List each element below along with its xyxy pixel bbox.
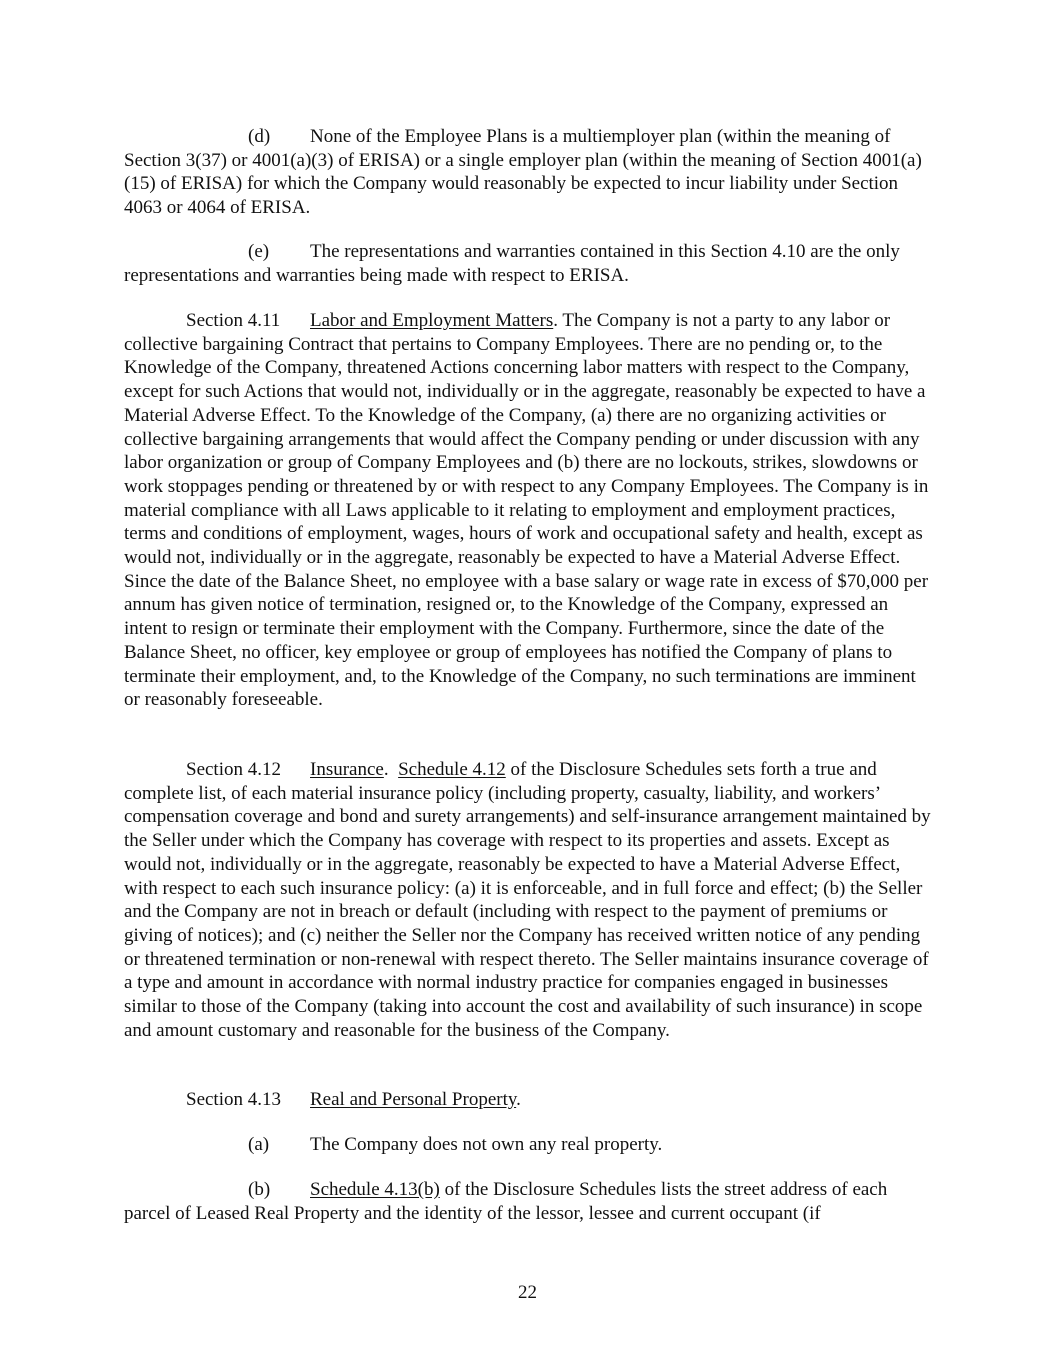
section-4-11 xyxy=(124,309,936,712)
paragraph-text: The Company does not own any real property. xyxy=(310,1134,663,1155)
section-heading: Real and Personal Property xyxy=(310,1089,517,1110)
paragraph-e xyxy=(124,240,936,287)
paragraph-label: (e) xyxy=(248,241,270,262)
section-4-13 xyxy=(124,1088,936,1112)
section-number: Section 4.13 xyxy=(186,1089,281,1110)
schedule-reference: Schedule 4.13(b) xyxy=(310,1179,440,1200)
section-text: of the Disclosure Schedules sets forth a true and complete list, of each material insurance policy (including property, casualty, liability, and workers’ compensation coverage and bond and surety arrangements) and self-insurance arrangement maintained by the Seller under which the Company has coverage with respect to its properties and assets. Except as would not, individually or in the aggregate, reasonably be expected to have a Material Adverse Effect, with respect to each such insurance policy: (a) it is enforceable, and in full force and effect; (b) the Seller and the Company are not in breach or default (including with respect to the payment of premiums or giving of notices); and (c) neither the Seller nor the Company has received written notice of any pending or threatened termination or non-renewal with respect thereto. The Seller maintains insurance coverage of a type and amount in accordance with normal industry practice for companies engaged in businesses similar to those of the Company (taking into account the cost and availability of such insurance) in scope and amount customary and reasonable for the business of the Company. xyxy=(124,759,931,1041)
schedule-reference: Schedule 4.12 xyxy=(398,759,506,780)
paragraph-4-13-a xyxy=(124,1133,936,1157)
paragraph-text: The representations and warranties contained in this Section 4.10 are the only representations and warranties being made with respect to ERISA. xyxy=(124,241,900,286)
paragraph-label: (a) xyxy=(248,1134,270,1155)
section-heading: Labor and Employment Matters xyxy=(310,310,554,331)
section-text: . xyxy=(516,1089,521,1110)
paragraph-text: None of the Employee Plans is a multiemployer plan (within the meaning of Section 3(37) or 4001(a)(3) of ERISA) or a single employer plan (within the meaning of Section 4001(a)(15) of ERISA) for which the Company would reasonably be expected to incur liability under Section 4063 or 4064 of ERISA. xyxy=(124,126,922,219)
paragraph-4-13-b xyxy=(124,1178,936,1225)
heading-separator: . xyxy=(383,759,399,780)
section-heading: Insurance xyxy=(310,759,384,780)
paragraph-text: of the Disclosure Schedules lists the street address of each parcel of Leased Real Property and the identity of the lessor, lessee and current occupant (if xyxy=(124,1179,888,1224)
paragraph-d xyxy=(124,125,936,220)
section-4-12 xyxy=(124,758,936,1042)
section-number: Section 4.11 xyxy=(186,310,281,331)
page-number: 22 xyxy=(518,1282,537,1303)
paragraph-label: (b) xyxy=(248,1179,271,1200)
section-text: . The Company is not a party to any labor or collective bargaining Contract that pertains to Company Employees. There are no pending or, to the Knowledge of the Company, threatened Actions concerning labor matters with respect to the Company, except for such Actions that would not, individually or in the aggregate, reasonably be expected to have a Material Adverse Effect. To the Knowledge of the Company, (a) there are no organizing activities or collective bargaining arrangements that would affect the Company pending or under discussion with any labor organization or group of Company Employees and (b) there are no lockouts, strikes, slowdowns or work stoppages pending or threatened by or with respect to any Company Employees. The Company is in material compliance with all Laws applicable to it relating to employment and employment practices, terms and conditions of employment, wages, hours of work and occupational safety and health, except as would not, individually or in the aggregate, reasonably be expected to have a Material Adverse Effect. Since the date of the Balance Sheet, no employee with a base salary or wage rate in excess of $70,000 per annum has given notice of termination, resigned or, to the Knowledge of the Company, expressed an intent to resign or terminate their employment with the Company. Furthermore, since the date of the Balance Sheet, no officer, key employee or group of employees has notified the Company of plans to terminate their employment, and, to the Knowledge of the Company, no such terminations are imminent or reasonably foreseeable. xyxy=(124,310,929,711)
paragraph-label: (d) xyxy=(248,126,271,147)
section-number: Section 4.12 xyxy=(186,759,281,780)
